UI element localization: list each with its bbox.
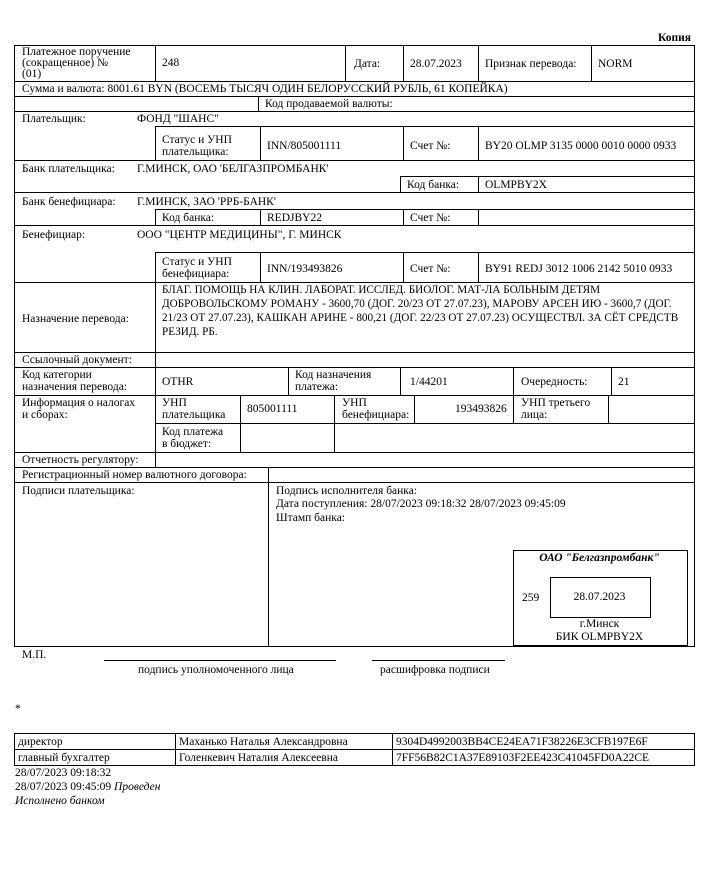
log-received: 28/07/2023 09:18:32 [15,767,112,779]
taxes-label-1: Информация о налогах [22,397,136,409]
transfer-sign: NORM [598,58,633,70]
stamp-date: 28.07.2023 [573,591,626,603]
category-label-2: назначения перевода: [22,381,127,393]
tax-payer-unp-label-1: УНП [162,397,187,409]
regulator-label: Отчетность регулятору: [22,454,139,466]
taxes-label-2: и сборах: [22,409,68,421]
authorized-signature-line [104,660,336,661]
bank-executor-signature-label: Подпись исполнителя банка: [276,485,418,497]
order-date: 28.07.2023 [410,58,462,70]
tax-payer-unp: 805001111 [247,403,298,415]
beneficiary-bank-name: Г.МИНСК, ЗАО 'РРБ-БАНК' [137,196,276,208]
signer-hash: 9304D4992003BB4CE24EA71F38226E3CFB197E6F [396,736,648,748]
payer-status-label-2: плательщика: [162,146,229,158]
third-party-unp-label-2: лица: [521,409,548,421]
signer-role: директор [18,736,63,748]
receipt-date: Дата поступления: 28/07/2023 09:18:32 28/07/2023 09:45:09 [276,498,566,510]
date-label: Дата: [354,58,381,70]
third-party-unp-label-1: УНП третьего [521,397,591,409]
beneficiary-bank-code-label: Код банка: [162,212,215,224]
tax-beneficiary-unp-label-1: УНП [342,397,367,409]
mp-label: М.П. [22,649,47,661]
order-label-3: (01) [22,68,42,80]
stamp-bic: БИК OLMPBY2X [555,631,644,643]
beneficiary-unp: INN/193493826 [267,263,343,275]
payer-bank-code: OLMPBY2X [485,179,547,191]
payer-account: BY20 OLMP 3135 0000 0010 0000 0933 [485,140,677,152]
log-processed-time: 28/07/2023 09:45:09 [15,781,112,793]
beneficiary-bank-label: Банк бенефициара: [22,196,116,208]
payer-label: Плательщик: [22,113,86,125]
sold-currency-label: Код продаваемой валюты: [265,98,393,110]
beneficiary-account: BY91 REDJ 3012 1006 2142 5010 0933 [485,263,673,275]
tax-payer-unp-label-2: плательщика [162,409,226,421]
bank-stamp-label: Штамп банка: [276,512,345,524]
purpose-code-label-2: платежа: [295,381,339,393]
purpose-code: 1/44201 [410,376,448,388]
stamp-bank-name: ОАО "Белгазпромбанк" [539,552,660,564]
signature-decoding-line [372,660,505,661]
transfer-sign-label: Признак перевода: [485,58,577,70]
tax-beneficiary-unp-label-2: бенефициара: [342,409,410,421]
log-processed-status: Проведен [114,781,161,793]
payer-account-label: Счет №: [410,140,451,152]
purpose-text: БЛАГ. ПОМОЩЬ НА КЛИН. ЛАБОРАТ. ИССЛЕД. БИОЛОГ. МАТ-ЛА БОЛЬНЫМ ДЕТЯМ ДОБРОВОЛЬСКОМУ РОМАНУ - 3600,70 (ДОГ. 20/23 ОТ 27.07.23), МАРОВУ АРСЕН ИЮ - 3600,7 (ДОГ. 21/23 ОТ 27.07.23), КАШКАН АРИНЕ - 800,21 (ДОГ. 22/23 ОТ 27.07.23) ОСУЩЕСТВЛ. ЗА СЁТ СРЕДСТВ РЕЗИД. РБ. [162,284,679,338]
category-code: OTHR [162,376,194,388]
beneficiary-bank-code: REDJBY22 [267,212,322,224]
priority-value: 21 [618,376,630,388]
tax-beneficiary-unp: 193493826 [455,403,507,415]
log-processed [15,781,160,793]
payer-signatures-label: Подписи плательщика: [22,485,135,497]
category-label-1: Код категории [22,369,92,381]
copy-label: Копия [658,32,691,44]
stamp-city: г.Минск [579,618,620,630]
authorized-signature-caption: подпись уполномоченного лица [138,664,294,676]
payer-status-label-1: Статус и УНП [162,134,232,146]
beneficiary-bank-account-label: Счет №: [410,212,451,224]
payer-name: ФОНД "ШАНС" [137,113,219,125]
priority-label: Очередность: [521,376,588,388]
budget-code-label-1: Код платежа [162,426,224,438]
signature-decoding-caption: расшифровка подписи [380,664,490,676]
order-number: 248 [162,57,180,69]
currency-contract-label: Регистрационный номер валютного договора: [22,469,247,481]
signer-name: Голенкевич Наталия Алексеевна [179,752,339,764]
payer-unp: INN/805001111 [267,140,342,152]
payer-bank-name: Г.МИНСК, ОАО 'БЕЛГАЗПРОМБАНК' [137,163,329,175]
signer-role: главный бухгалтер [18,752,110,764]
reference-document-label: Ссылочный документ: [22,354,132,366]
purpose-label: Назначение перевода: [22,313,129,325]
order-label-2: (сокращенное) № [22,57,109,69]
asterisk: * [15,703,21,715]
log-executed: Исполнено банком [15,795,105,807]
beneficiary-label: Бенефициар: [22,229,86,241]
beneficiary-status-label-2: бенефициара: [162,268,230,280]
amount-line: Сумма и валюта: 8001.61 BYN (ВОСЕМЬ ТЫСЯЧ ОДИН БЕЛОРУССКИЙ РУБЛЬ, 61 КОПЕЙКА) [22,83,508,95]
beneficiary-account-label: Счет №: [410,263,451,275]
signer-hash: 7FF56B82C1A37E89103F2EE423C41045FD0A22CE [396,752,650,764]
beneficiary-status-label-1: Статус и УНП [162,256,232,268]
order-label-1: Платежное поручение [22,46,131,58]
signer-name: Маханько Наталья Александровна [179,736,348,748]
budget-code-label-2: в бюджет: [162,438,212,450]
beneficiary-name: ООО "ЦЕНТР МЕДИЦИНЫ", Г. МИНСК [137,229,342,241]
payer-bank-code-label: Код банка: [407,179,460,191]
payer-bank-label: Банк плательщика: [22,163,115,175]
purpose-code-label-1: Код назначения [295,369,372,381]
stamp-number: 259 [522,592,540,604]
